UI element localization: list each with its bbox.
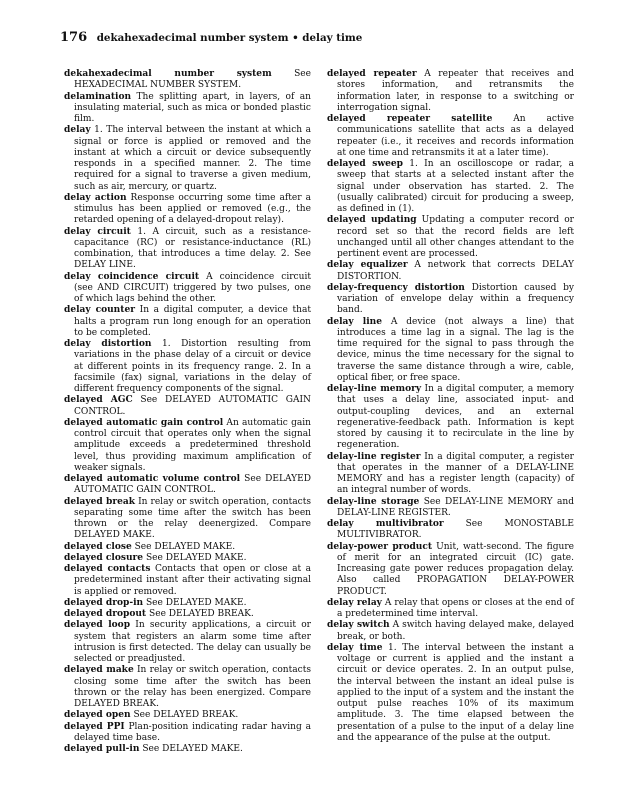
entry-term: delayed break: [64, 496, 136, 507]
entry-term: delayed drop-in: [64, 597, 144, 608]
entry-term: delayed updating: [327, 215, 417, 226]
entry-term: delayed sweep: [327, 159, 403, 169]
entry-definition: In security applications, a circuit or system that registers an alarm some time after intrusion is first detected. The delay can usually be selected or preadjusted.: [74, 620, 311, 664]
entry-term: delay distortion: [64, 339, 152, 349]
entry-definition: In a digital computer, a memory that uses a delay line, associated input- and output-coupling devices, and an external regenerative-feedback path. Information is kept stored by causing it to recirculate in the line by regeneration.: [337, 384, 574, 451]
entry-definition: 1. A circuit, such as a resistance-capacitance (RC) or resistance-inductance (RL) combination, that introduces a time delay. 2. See DELAY LINE.: [74, 226, 311, 271]
running-header: [60, 30, 362, 45]
dictionary-entry: [64, 609, 311, 620]
entry-definition: Response occurring some time after a stimulus has been applied or removed (e.g., the retarded opening of a delayed-dropout relay).: [74, 192, 311, 226]
dictionary-entry: [64, 564, 311, 598]
entry-definition: An active communications satellite that acts as a delayed repeater (i.e., it receives and records information at one time and retransmits it at a later time).: [337, 114, 574, 158]
dictionary-entry: [327, 69, 574, 114]
entry-term: delay coincidence circuit: [64, 271, 200, 282]
entry-definition: Distortion caused by variation of envelope delay within a frequency band.: [337, 282, 574, 316]
entry-definition: 1. In an oscilloscope or radar, a sweep that starts at a selected instant after the signal under observation has started. 2. The (usually calibrated) circuit for producing a sweep, as defined in (1).: [337, 159, 574, 214]
entry-definition: Updating a computer record or record set so that the record fields are left unchanged until all other changes attendant to the pertinent event are processed.: [337, 215, 574, 259]
entry-definition: See DELAYED MAKE.: [145, 552, 247, 563]
entry-term: delayed close: [64, 541, 132, 552]
dictionary-entry: [64, 125, 311, 193]
entry-term: delay equalizer: [327, 260, 408, 271]
page-number: 176: [60, 30, 88, 45]
entry-term: delayed dropout: [64, 609, 147, 619]
dictionary-entry: [327, 215, 574, 260]
entry-term: delayed open: [64, 710, 131, 721]
entry-term: delay-frequency distortion: [327, 282, 465, 293]
entry-definition: See DELAYED AUTOMATIC GAIN CONTROL.: [74, 474, 311, 496]
entry-term: delay-line storage: [327, 496, 420, 507]
entry-definition: See DELAYED BREAK.: [149, 609, 254, 619]
entry-term: dekahexadecimal number system: [64, 69, 272, 79]
entry-definition: 1. Distortion resulting from variations in the phase delay of a circuit or device at different points in its frequency range. 2. In a facsimile (fax) signal, variations in the delay of different frequency components of the signal.: [74, 339, 311, 394]
entry-term: delayed loop: [64, 620, 131, 631]
entry-definition: A coincidence circuit (see AND CIRCUIT) triggered by two pulses, one of which lags behind the other.: [74, 271, 311, 304]
entry-term: delay line: [327, 316, 382, 327]
dictionary-entry: [64, 339, 311, 395]
entry-definition: An automatic gain control circuit that operates only when the signal amplitude exceeds a predetermined threshold level, thus providing maximum amplification of weaker signals.: [74, 417, 311, 473]
entry-definition: See HEXADECIMAL NUMBER SYSTEM.: [74, 69, 311, 91]
dictionary-entry: [64, 497, 311, 542]
entry-definition: See DELAYED MAKE.: [142, 744, 243, 754]
entry-term: delayed closure: [64, 552, 144, 563]
dictionary-entry: [64, 620, 311, 665]
entry-term: delay relay: [327, 597, 382, 608]
entry-term: delay multivibrator: [327, 519, 444, 529]
entry-term: delayed PPI: [64, 721, 125, 732]
entry-term: delayed automatic gain control: [64, 417, 224, 428]
entry-definition: A repeater that receives and stores information, and retransmits the information later, in response to a switching or interrogation signal.: [337, 69, 574, 113]
entry-definition: A network that corrects DELAY DISTORTION.: [337, 260, 574, 282]
dictionary-entry: [64, 710, 311, 721]
entry-term: delayed repeater satellite: [327, 114, 493, 124]
dictionary-entry: [327, 159, 574, 215]
entry-definition: See DELAYED BREAK.: [133, 710, 239, 721]
entry-definition: 1. The interval between the instant a voltage or current is applied and the instant a circuit or device operates. 2. In an output pulse, the interval between the instant an ideal pulse is applied to the input of a system and the instant the output pulse reaches 10% of its maximum amplitude. 3. The time elapsed between the presentation of a pulse to the input of a delay line and the appearance of the pulse at the output.: [337, 642, 574, 743]
left-column: [64, 69, 311, 755]
dictionary-entry: [64, 553, 311, 564]
dictionary-entry: [327, 497, 574, 520]
entry-term: delay-line register: [327, 451, 421, 462]
entry-definition: The splitting apart, in layers, of an insulating material, such as mica or bonded plastic film.: [74, 91, 311, 124]
dictionary-entry: [327, 283, 574, 317]
dictionary-entry: [64, 542, 311, 553]
entry-definition: See DELAYED AUTOMATIC GAIN CONTROL.: [74, 395, 311, 417]
entry-term: delayed make: [64, 665, 134, 676]
dictionary-entry: [64, 395, 311, 418]
entry-term: delayed automatic volume control: [64, 474, 241, 484]
entry-definition: 1. The interval between the instant at which a signal or force is applied or removed and the instant at which a circuit or device subsequently responds in a specified manner. 2. The time required for a signal to traverse a given medium, such as air, mercury, or quartz.: [74, 125, 311, 192]
entry-definition: See DELAY-LINE MEMORY and DELAY-LINE REGISTER.: [337, 496, 574, 518]
dictionary-entry: [327, 620, 574, 643]
entry-definition: See MONOSTABLE MULTIVIBRATOR.: [337, 519, 574, 541]
entry-definition: Plan-position indicating radar having a delayed time base.: [74, 721, 311, 743]
entry-definition: See DELAYED MAKE.: [145, 597, 247, 608]
entry-definition: A relay that opens or closes at the end of a predetermined time interval.: [337, 597, 574, 619]
dictionary-entry: [327, 598, 574, 621]
dictionary-entry: [327, 114, 574, 159]
entry-term: delay circuit: [64, 226, 131, 237]
entry-term: delay-power product: [327, 541, 433, 552]
dictionary-entry: [64, 418, 311, 474]
dictionary-entry: [327, 643, 574, 744]
dictionary-entry: [327, 519, 574, 542]
entry-definition: In a digital computer, a register that operates in the manner of a DELAY-LINE MEMORY and has a register length (capacity) of an integral number of words.: [337, 451, 574, 496]
entry-term: delay: [64, 125, 91, 136]
entry-definition: Unit, watt-second. The figure of merit for an integrated circuit (IC) gate. Increasing gate power reduces propagation delay. Also called PROPAGATION DELAY-POWER PRODUCT.: [337, 541, 574, 597]
entry-term: delay switch: [327, 620, 390, 631]
running-title: dekahexadecimal number system • delay time: [96, 32, 363, 44]
entry-term: delamination: [64, 91, 132, 102]
dictionary-entry: [327, 384, 574, 452]
dictionary-entry: [64, 598, 311, 609]
dictionary-entry: [64, 227, 311, 272]
dictionary-entry: [64, 193, 311, 227]
dictionary-entry: [64, 305, 311, 339]
dictionary-entry: [327, 317, 574, 385]
dictionary-entry: [64, 92, 311, 126]
entry-definition: In relay or switch operation, contacts closing some time after the switch has been thrown or the relay has been energized. Compare DELAYED BREAK.: [74, 665, 312, 709]
dictionary-entry: [327, 260, 574, 283]
entry-definition: Contacts that open or close at a predetermined instant after their activating signal is applied or removed.: [74, 564, 311, 597]
right-column: [327, 69, 574, 744]
entry-term: delay action: [64, 192, 127, 203]
entry-term: delay time: [327, 642, 383, 653]
entry-definition: A device (not always a line) that introduces a time lag in a signal. The lag is the time required for the signal to pass through the device, minus the time necessary for the signal to traverse the same distance through a wire, cable, optical fiber, or free space.: [337, 316, 574, 383]
entry-term: delay counter: [64, 305, 135, 316]
dictionary-entry: [64, 474, 311, 497]
dictionary-entry: [64, 744, 311, 755]
dictionary-entry: [64, 722, 311, 745]
entry-term: delay-line memory: [327, 384, 422, 394]
entry-definition: See DELAYED MAKE.: [134, 541, 236, 552]
dictionary-entry: [327, 542, 574, 598]
dictionary-entry: [327, 452, 574, 497]
entry-definition: In a digital computer, a device that halts a program run long enough for an operation to be completed.: [74, 305, 311, 338]
entry-definition: In relay or switch operation, contacts separating some time after the switch has been thrown or the relay deenergized. Compare DELAYED MAKE.: [74, 496, 311, 541]
entry-term: delayed contacts: [64, 564, 151, 574]
entry-term: delayed AGC: [64, 395, 133, 406]
entry-definition: A switch having delayed make, delayed break, or both.: [337, 620, 574, 642]
dictionary-entry: [64, 272, 311, 306]
entry-term: delayed pull-in: [64, 744, 140, 754]
dictionary-entry: [64, 69, 311, 92]
dictionary-entry: [64, 665, 311, 710]
entry-term: delayed repeater: [327, 69, 417, 79]
